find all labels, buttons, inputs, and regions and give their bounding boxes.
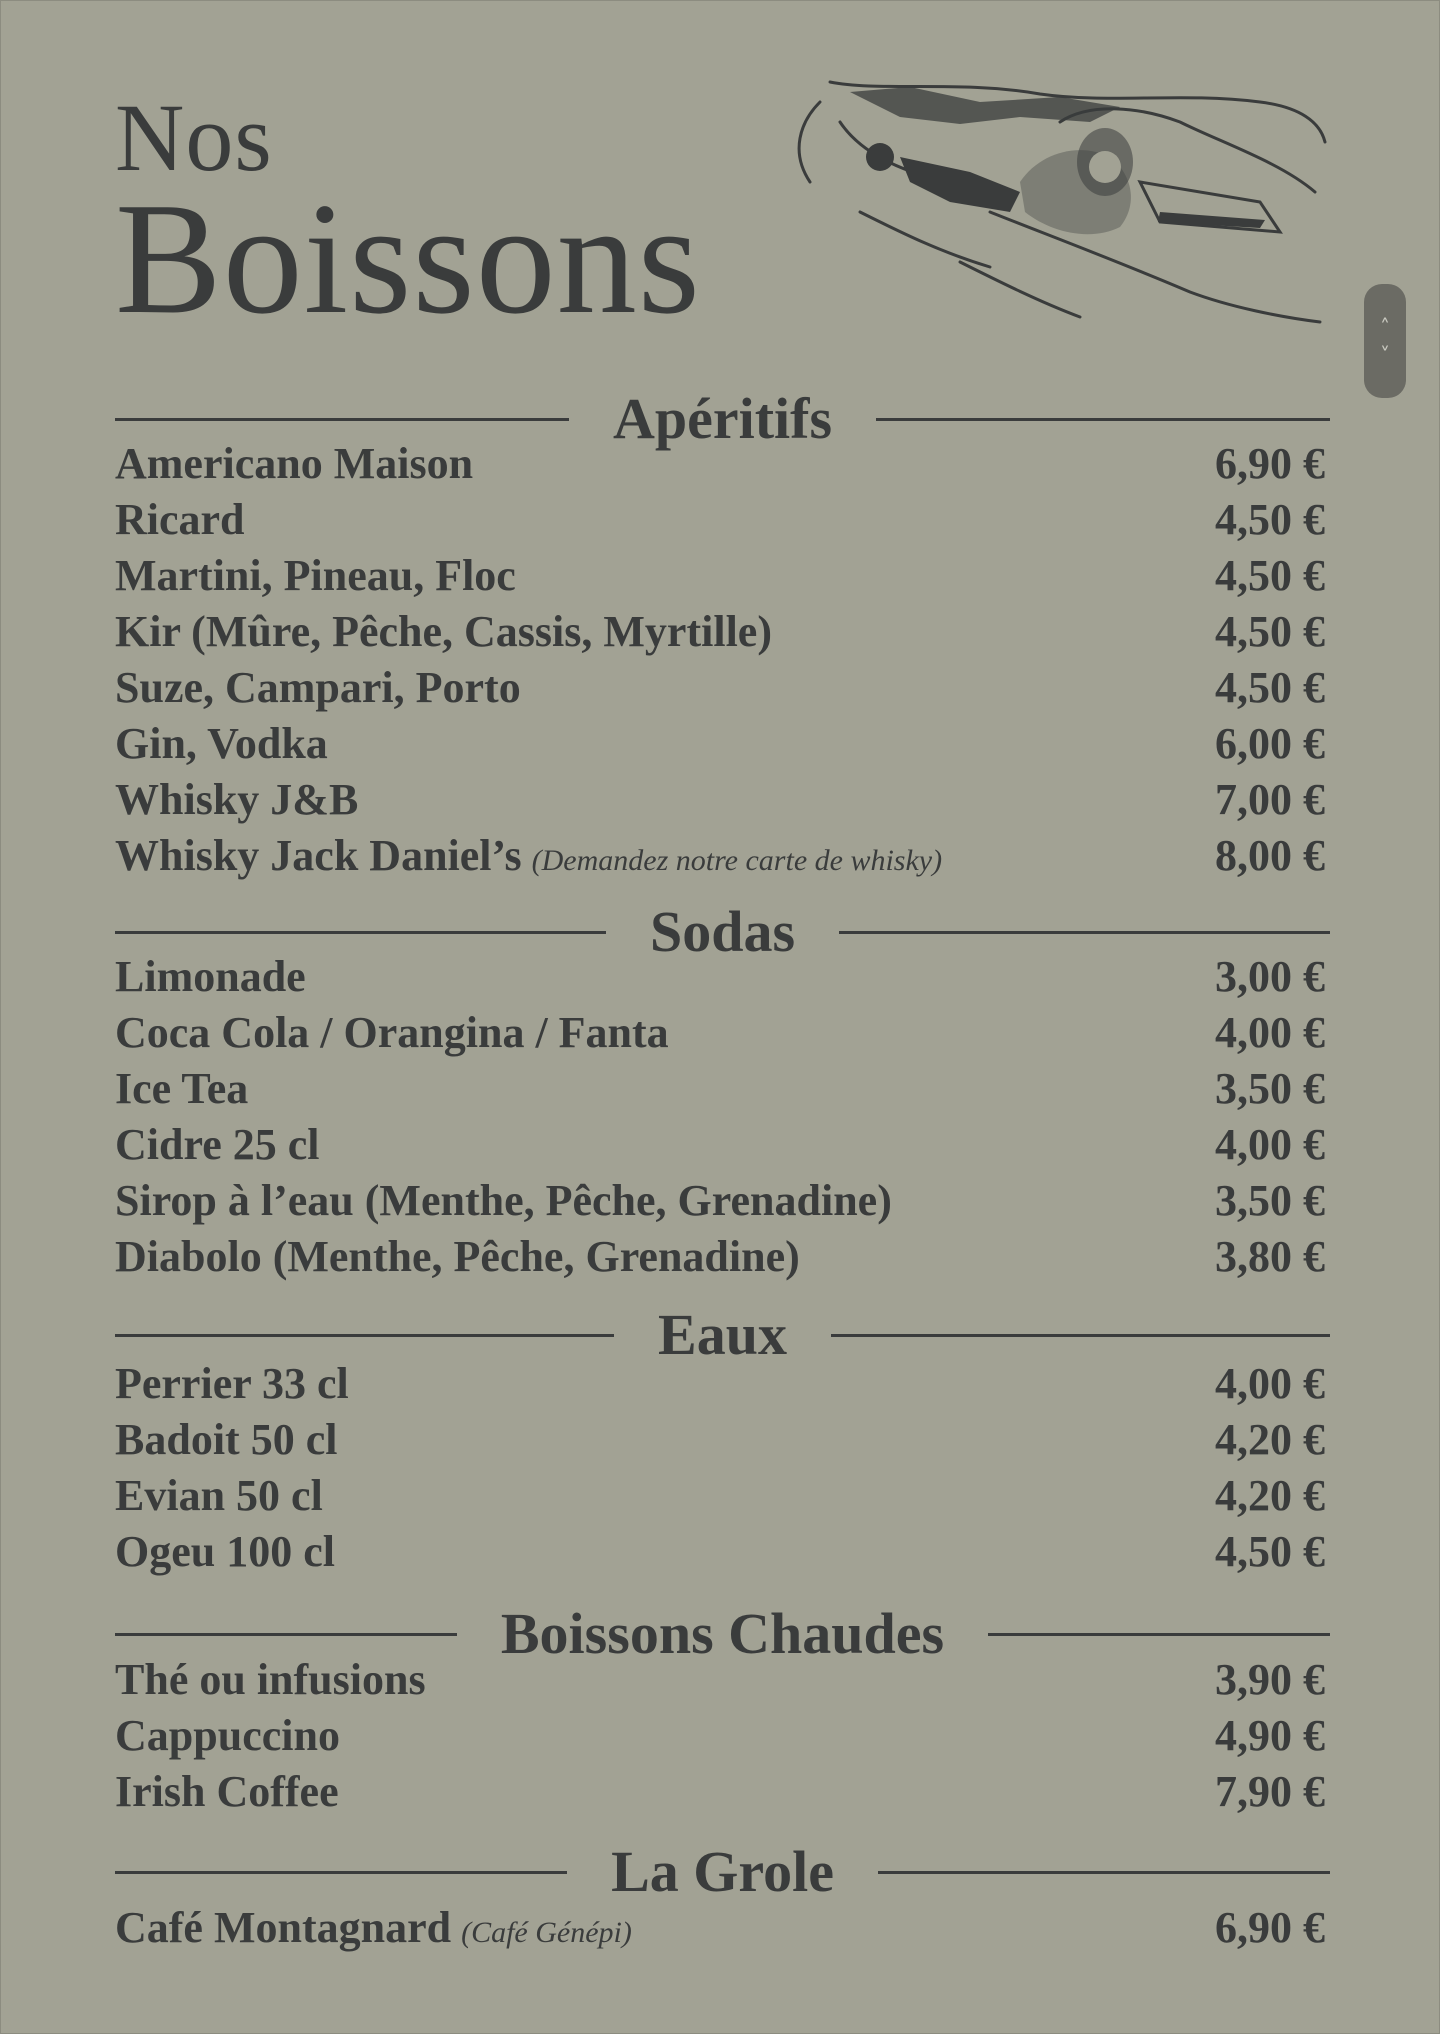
item-price: 4,90 € xyxy=(1215,1710,1325,1760)
item-name: Whisky Jack Daniel’s xyxy=(115,830,522,880)
item-name: Cidre 25 cl xyxy=(115,1119,320,1169)
section-title: Eaux xyxy=(658,1302,787,1367)
item-name: Diabolo (Menthe, Pêche, Grenadine) xyxy=(115,1231,800,1281)
item-name: Gin, Vodka xyxy=(115,718,328,768)
list-item xyxy=(115,1172,1325,1228)
item-name: Sirop à l’eau (Menthe, Pêche, Grenadine) xyxy=(115,1175,892,1225)
divider xyxy=(115,1871,567,1874)
item-name: Thé ou infusions xyxy=(115,1654,426,1704)
list-item xyxy=(115,1355,1325,1411)
item-name: Ricard xyxy=(115,494,245,544)
list-item xyxy=(115,435,1325,491)
section-list-sodas xyxy=(115,948,1325,1284)
list-item xyxy=(115,1707,1325,1763)
list-item xyxy=(115,715,1325,771)
list-item xyxy=(115,491,1325,547)
item-name: Evian 50 cl xyxy=(115,1470,323,1520)
item-price: 4,50 € xyxy=(1215,1526,1325,1576)
section-list-boissons-chaudes xyxy=(115,1651,1325,1819)
list-item xyxy=(115,1116,1325,1172)
item-price: 7,90 € xyxy=(1215,1766,1325,1816)
page-title: Boissons xyxy=(115,169,701,347)
item-name: Perrier 33 cl xyxy=(115,1358,349,1408)
item-price: 6,90 € xyxy=(1215,438,1325,488)
item-price: 6,00 € xyxy=(1215,718,1325,768)
item-price: 7,00 € xyxy=(1215,774,1325,824)
item-name: Irish Coffee xyxy=(115,1766,339,1816)
item-price: 4,50 € xyxy=(1215,662,1325,712)
item-price: 6,90 € xyxy=(1215,1902,1325,1952)
divider xyxy=(988,1633,1330,1636)
section-title: La Grole xyxy=(611,1839,834,1904)
item-note: (Demandez notre carte de whisky) xyxy=(531,843,943,877)
list-item xyxy=(115,1651,1325,1707)
section-title: Sodas xyxy=(649,899,796,964)
list-item xyxy=(115,1004,1325,1060)
item-price: 4,50 € xyxy=(1215,606,1325,656)
item-price: 4,00 € xyxy=(1215,1007,1325,1057)
section-list-eaux xyxy=(115,1355,1325,1579)
divider xyxy=(115,1633,457,1636)
section-header-la-grole xyxy=(115,1839,1330,1904)
item-price: 4,00 € xyxy=(1215,1358,1325,1408)
item-name: Ogeu 100 cl xyxy=(115,1526,335,1576)
divider xyxy=(876,418,1330,421)
item-price: 4,20 € xyxy=(1215,1470,1325,1520)
list-item xyxy=(115,1523,1325,1579)
item-name: Coca Cola / Orangina / Fanta xyxy=(115,1007,669,1057)
list-item xyxy=(115,1763,1325,1819)
item-note: (Café Génépi) xyxy=(461,1915,632,1949)
list-item xyxy=(115,659,1325,715)
list-item xyxy=(115,1228,1325,1284)
list-item xyxy=(115,603,1325,659)
list-item xyxy=(115,827,1325,883)
item-name: Ice Tea xyxy=(115,1063,249,1113)
list-item xyxy=(115,1899,1325,1955)
chevron-up-icon[interactable]: ˄ xyxy=(1380,315,1390,339)
item-name: Kir (Mûre, Pêche, Cassis, Myrtille) xyxy=(115,606,772,656)
item-name: Americano Maison xyxy=(115,438,474,488)
item-name: Cappuccino xyxy=(115,1710,340,1760)
list-item xyxy=(115,1060,1325,1116)
scroll-control[interactable] xyxy=(1364,284,1406,398)
list-item xyxy=(115,547,1325,603)
divider xyxy=(839,931,1330,934)
item-name: Whisky J&B xyxy=(115,774,359,824)
list-item xyxy=(115,1467,1325,1523)
item-name: Badoit 50 cl xyxy=(115,1414,338,1464)
item-price: 4,50 € xyxy=(1215,494,1325,544)
title-top: Nos xyxy=(115,84,273,191)
item-price: 3,90 € xyxy=(1215,1654,1325,1704)
sledder-illustration xyxy=(760,62,1335,334)
item-name: Suze, Campari, Porto xyxy=(115,662,521,712)
divider xyxy=(115,1334,614,1337)
chevron-down-icon[interactable]: ˅ xyxy=(1380,343,1390,367)
item-price: 4,20 € xyxy=(1215,1414,1325,1464)
item-price: 3,80 € xyxy=(1215,1231,1325,1281)
divider xyxy=(115,931,606,934)
item-name: Martini, Pineau, Floc xyxy=(115,550,516,600)
item-name: Limonade xyxy=(115,951,306,1001)
item-price: 4,50 € xyxy=(1215,550,1325,600)
item-price: 3,00 € xyxy=(1215,951,1325,1001)
item-price: 3,50 € xyxy=(1215,1063,1325,1113)
divider xyxy=(878,1871,1330,1874)
divider xyxy=(115,418,569,421)
section-list-aperitifs xyxy=(115,435,1325,883)
list-item xyxy=(115,771,1325,827)
item-price: 8,00 € xyxy=(1215,830,1325,880)
section-list-la-grole xyxy=(115,1899,1325,1955)
section-title: Apéritifs xyxy=(612,386,833,451)
list-item xyxy=(115,948,1325,1004)
divider xyxy=(831,1334,1330,1337)
item-price: 4,00 € xyxy=(1215,1119,1325,1169)
list-item xyxy=(115,1411,1325,1467)
item-price: 3,50 € xyxy=(1215,1175,1325,1225)
section-title: Boissons Chaudes xyxy=(500,1601,945,1666)
item-name: Café Montagnard xyxy=(115,1902,452,1952)
